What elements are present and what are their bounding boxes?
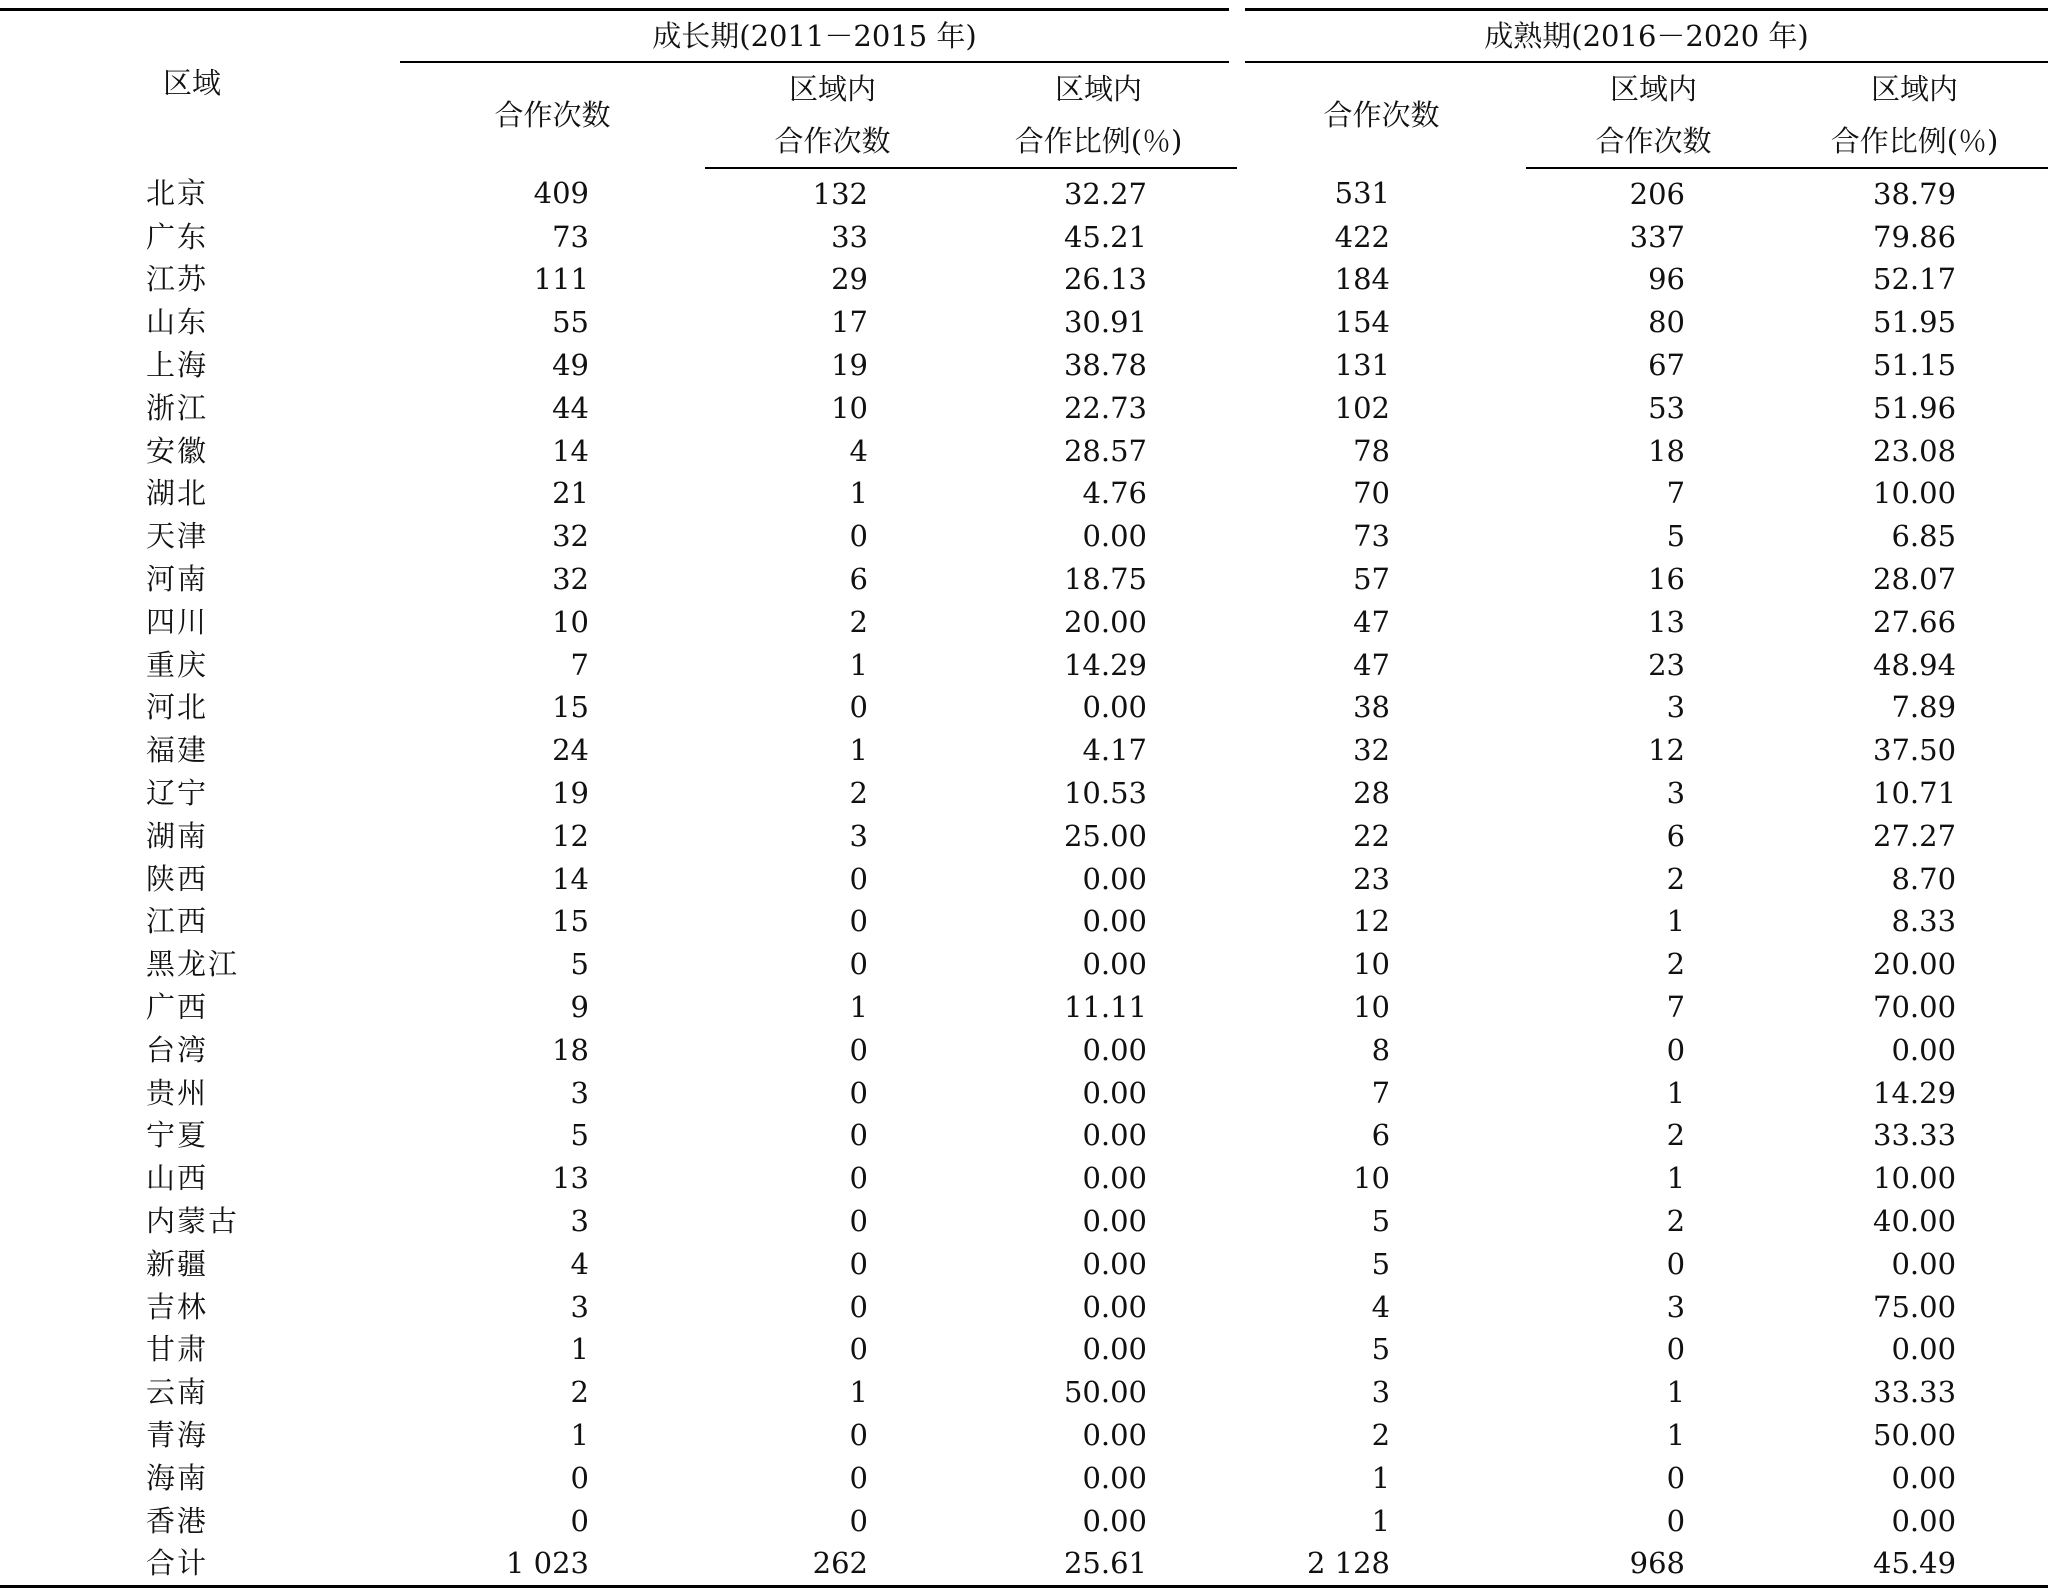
table-row [0, 943, 2048, 986]
mature-intra-ratio-cell: 27.66 [1873, 604, 1957, 639]
growth-intra-count-cell: 0 [849, 1503, 868, 1538]
mature-intra-ratio-cell: 0.00 [1891, 1032, 1957, 1067]
growth-count-cell: 5 [570, 1118, 589, 1153]
growth-intra-count-header-line1: 区域内 [788, 71, 876, 106]
mature-intra-count-cell: 2 [1666, 947, 1686, 982]
region-cell: 海南 [146, 1460, 209, 1495]
mature-intra-count-cell: 12 [1648, 733, 1686, 768]
mature-intra-count-cell: 7 [1666, 990, 1686, 1025]
table-row [0, 1371, 2048, 1414]
growth-period-header: 成长期(2011－2015 年) [400, 10, 1237, 63]
mature-count-cell: 32 [1353, 733, 1391, 768]
mature-count-cell: 531 [1334, 176, 1391, 211]
table-header [0, 10, 2048, 169]
region-cell: 重庆 [146, 647, 209, 682]
mature-intra-ratio-cell: 27.27 [1873, 818, 1957, 853]
growth-intra-ratio-cell: 45.21 [1063, 219, 1148, 254]
growth-intra-ratio-cell: 50.00 [1063, 1375, 1148, 1410]
table-row [0, 815, 2048, 858]
growth-count-cell: 3 [570, 1075, 589, 1110]
mature-count-cell: 28 [1353, 776, 1391, 811]
growth-intra-count-cell: 0 [849, 1118, 868, 1153]
mature-intra-ratio-cell: 8.33 [1891, 904, 1957, 939]
table-body [0, 168, 2048, 1587]
region-cell: 河北 [146, 690, 209, 725]
mature-intra-ratio-cell: 50.00 [1873, 1418, 1957, 1452]
growth-intra-ratio-cell: 0.00 [1082, 1075, 1148, 1110]
growth-count-header: 合作次数 [494, 98, 611, 132]
growth-intra-count-cell: 29 [831, 262, 868, 297]
growth-count-cell: 111 [533, 262, 589, 297]
mature-count-cell: 2 [1371, 1418, 1391, 1452]
growth-count-cell: 24 [552, 733, 589, 768]
growth-count-cell: 5 [570, 947, 589, 982]
mature-count-cell: 38 [1353, 690, 1391, 725]
growth-intra-ratio-cell: 0.00 [1082, 861, 1148, 896]
mature-intra-count-cell: 337 [1629, 219, 1686, 254]
mature-intra-ratio-cell: 10.71 [1873, 776, 1957, 811]
mature-intra-ratio-cell: 51.15 [1873, 348, 1957, 383]
table-row [0, 344, 2048, 387]
growth-count-cell: 409 [533, 176, 589, 211]
mature-intra-count-cell: 968 [1526, 1543, 1781, 1587]
mature-intra-count-cell: 1 [1666, 904, 1686, 939]
growth-intra-ratio-cell: 22.73 [1063, 390, 1148, 425]
mature-intra-count-cell: 67 [1648, 348, 1686, 383]
table-row [0, 168, 2048, 216]
growth-intra-ratio-cell: 4.17 [1082, 733, 1148, 768]
mature-period-header: 成熟期(2016－2020 年) [1237, 10, 2048, 63]
growth-count-cell: 49 [552, 348, 589, 383]
growth-intra-count-cell: 0 [849, 1418, 868, 1452]
region-cell: 黑龙江 [146, 947, 240, 982]
growth-intra-ratio-cell: 26.13 [1063, 262, 1148, 297]
mature-intra-count-cell: 80 [1648, 305, 1686, 340]
mature-intra-ratio-cell: 79.86 [1873, 219, 1957, 254]
mature-intra-ratio-cell: 14.29 [1873, 1075, 1957, 1110]
growth-count-cell: 1 [570, 1418, 589, 1452]
growth-count-cell: 7 [570, 647, 589, 682]
mature-count-cell: 10 [1353, 990, 1391, 1025]
growth-intra-count-cell: 19 [831, 348, 868, 383]
growth-count-cell: 12 [552, 818, 589, 853]
mature-intra-ratio-cell: 0.00 [1891, 1332, 1957, 1367]
region-cell: 河南 [146, 562, 209, 597]
mature-intra-ratio-cell: 33.33 [1873, 1118, 1957, 1153]
table-row [0, 216, 2048, 259]
mature-intra-count-cell: 0 [1666, 1460, 1686, 1495]
growth-intra-count-cell: 0 [849, 1032, 868, 1067]
growth-count-cell: 21 [552, 476, 589, 511]
growth-intra-count-cell: 1 [849, 647, 868, 682]
mature-intra-ratio-cell: 28.07 [1873, 562, 1957, 597]
growth-count-cell: 10 [552, 604, 589, 639]
growth-intra-count-cell: 1 [849, 1375, 868, 1410]
growth-count-cell: 4 [570, 1246, 589, 1281]
table-row [0, 901, 2048, 944]
growth-intra-ratio-header-line2: 合作比例(％) [960, 115, 1237, 168]
growth-intra-ratio-cell: 20.00 [1063, 604, 1148, 639]
growth-intra-count-cell: 0 [849, 1161, 868, 1196]
growth-intra-count-cell: 0 [849, 904, 868, 939]
region-cell: 宁夏 [146, 1118, 209, 1153]
growth-intra-ratio-cell: 14.29 [1063, 647, 1148, 682]
mature-count-cell: 78 [1353, 433, 1391, 468]
mature-intra-ratio-cell: 52.17 [1873, 262, 1957, 297]
region-cell: 山东 [146, 305, 209, 340]
mature-count-cell: 23 [1353, 861, 1391, 896]
growth-intra-ratio-cell: 38.78 [1063, 348, 1148, 383]
table-row [0, 515, 2048, 558]
mature-intra-ratio-cell: 33.33 [1873, 1375, 1957, 1410]
mature-count-cell: 5 [1371, 1204, 1391, 1239]
mature-intra-count-cell: 1 [1666, 1375, 1686, 1410]
growth-intra-count-cell: 0 [849, 947, 868, 982]
growth-count-cell: 13 [552, 1161, 589, 1196]
mature-intra-ratio-cell: 48.94 [1873, 647, 1957, 682]
growth-intra-count-cell: 10 [831, 390, 868, 425]
region-cell: 贵州 [146, 1075, 209, 1110]
mature-count-cell: 422 [1334, 219, 1391, 254]
table-row [0, 558, 2048, 601]
mature-intra-ratio-cell: 40.00 [1873, 1204, 1957, 1239]
table-row [0, 259, 2048, 302]
growth-intra-ratio-cell: 0.00 [1082, 1161, 1148, 1196]
growth-intra-count-cell: 2 [849, 604, 868, 639]
growth-intra-count-cell: 0 [849, 861, 868, 896]
mature-count-cell: 10 [1353, 1161, 1391, 1196]
growth-intra-ratio-cell: 0.00 [1082, 1204, 1148, 1239]
table-row [0, 601, 2048, 644]
table-row [0, 772, 2048, 815]
growth-intra-count-cell: 0 [849, 1289, 868, 1324]
mature-count-cell: 47 [1353, 647, 1391, 682]
mature-intra-count-cell: 3 [1666, 690, 1686, 725]
mature-intra-count-cell: 7 [1666, 476, 1686, 511]
mature-intra-ratio-cell: 37.50 [1873, 733, 1957, 768]
growth-count-cell: 15 [552, 690, 589, 725]
region-cell: 江西 [146, 904, 209, 939]
growth-count-cell: 3 [570, 1289, 589, 1324]
growth-intra-count-cell: 1 [849, 990, 868, 1025]
mature-count-cell: 102 [1334, 390, 1391, 425]
mature-count-cell: 6 [1371, 1118, 1391, 1153]
growth-intra-ratio-cell: 11.11 [1063, 990, 1148, 1025]
mature-intra-count-cell: 1 [1666, 1418, 1686, 1452]
growth-intra-count-cell: 0 [849, 1075, 868, 1110]
growth-intra-count-cell: 262 [705, 1543, 960, 1587]
growth-intra-ratio-cell: 25.61 [960, 1543, 1237, 1587]
mature-intra-count-cell: 5 [1666, 519, 1686, 554]
growth-intra-ratio-cell: 0.00 [1082, 1418, 1148, 1452]
growth-intra-ratio-cell: 25.00 [1063, 818, 1148, 853]
mature-intra-count-cell: 13 [1648, 604, 1686, 639]
growth-count-cell: 3 [570, 1204, 589, 1239]
table-row [0, 986, 2048, 1029]
table-row [0, 1200, 2048, 1243]
growth-count-cell: 32 [552, 562, 589, 597]
mature-count-cell: 5 [1371, 1246, 1391, 1281]
region-cell: 山西 [146, 1161, 209, 1196]
growth-count-cell: 0 [570, 1503, 589, 1538]
growth-count-cell: 0 [570, 1460, 589, 1495]
mature-intra-ratio-cell: 7.89 [1891, 690, 1957, 725]
growth-count-cell: 1 023 [400, 1543, 705, 1587]
mature-intra-count-cell: 6 [1666, 818, 1686, 853]
table-row [0, 1115, 2048, 1158]
region-cell: 四川 [146, 604, 209, 639]
mature-intra-count-header-line1: 区域内 [1610, 71, 1698, 106]
mature-count-cell: 184 [1334, 262, 1391, 297]
region-cell: 内蒙古 [146, 1204, 240, 1239]
table-row [0, 1414, 2048, 1457]
growth-intra-count-cell: 0 [849, 1246, 868, 1281]
mature-count-cell: 4 [1371, 1289, 1391, 1324]
growth-count-cell: 14 [552, 433, 589, 468]
region-cell: 浙江 [146, 390, 209, 425]
region-cell: 甘肃 [146, 1332, 209, 1367]
growth-intra-count-cell: 3 [849, 818, 868, 853]
growth-intra-ratio-cell: 0.00 [1082, 1503, 1148, 1538]
growth-intra-count-cell: 33 [831, 219, 868, 254]
mature-intra-ratio-header-line1: 区域内 [1871, 71, 1959, 106]
growth-count-cell: 73 [552, 219, 589, 254]
region-cell: 安徽 [146, 433, 209, 468]
table-row [0, 1029, 2048, 1072]
mature-intra-count-cell: 23 [1648, 647, 1686, 682]
mature-intra-ratio-cell: 51.96 [1873, 390, 1957, 425]
growth-intra-ratio-cell: 30.91 [1063, 305, 1148, 340]
mature-intra-ratio-cell: 0.00 [1891, 1503, 1957, 1538]
mature-count-cell: 2 128 [1237, 1543, 1526, 1587]
growth-intra-count-cell: 1 [849, 476, 868, 511]
mature-count-cell: 22 [1353, 818, 1391, 853]
region-cell: 青海 [146, 1418, 209, 1452]
growth-intra-count-cell: 6 [849, 562, 868, 597]
growth-intra-ratio-cell: 32.27 [1063, 176, 1148, 211]
mature-count-cell: 131 [1334, 348, 1391, 383]
mature-intra-count-cell: 2 [1666, 861, 1686, 896]
mature-intra-ratio-cell: 70.00 [1873, 990, 1957, 1025]
growth-intra-count-cell: 0 [849, 1204, 868, 1239]
table-row [0, 1286, 2048, 1329]
growth-intra-count-header-line2: 合作次数 [705, 115, 960, 168]
table-row [0, 729, 2048, 772]
mature-intra-ratio-cell: 0.00 [1891, 1246, 1957, 1281]
region-cell: 陕西 [146, 861, 209, 896]
mature-count-cell: 10 [1353, 947, 1391, 982]
region-cell: 台湾 [146, 1032, 209, 1067]
table-row [0, 387, 2048, 430]
mature-intra-count-cell: 0 [1666, 1032, 1686, 1067]
growth-count-cell: 14 [552, 861, 589, 896]
mature-count-cell: 8 [1371, 1032, 1391, 1067]
mature-intra-ratio-cell: 20.00 [1873, 947, 1957, 982]
mature-intra-ratio-cell: 51.95 [1873, 305, 1957, 340]
region-cell: 云南 [146, 1375, 209, 1410]
table-row [0, 1457, 2048, 1500]
growth-intra-ratio-header-line1: 区域内 [1055, 71, 1143, 106]
growth-intra-ratio-cell: 0.00 [1082, 690, 1148, 725]
table-row [0, 430, 2048, 473]
mature-intra-count-cell: 18 [1648, 433, 1686, 468]
growth-intra-ratio-cell: 0.00 [1082, 1460, 1148, 1495]
growth-intra-count-cell: 0 [849, 1460, 868, 1495]
table-row [0, 1243, 2048, 1286]
region-cell: 新疆 [146, 1246, 209, 1281]
growth-count-cell: 32 [552, 519, 589, 554]
region-cell: 天津 [146, 519, 209, 554]
growth-intra-ratio-cell: 0.00 [1082, 904, 1148, 939]
region-cell: 福建 [146, 733, 209, 768]
growth-intra-ratio-cell: 0.00 [1082, 947, 1148, 982]
growth-count-cell: 15 [552, 904, 589, 939]
growth-intra-ratio-cell: 28.57 [1063, 433, 1148, 468]
table-row [0, 1500, 2048, 1543]
growth-intra-count-cell: 0 [849, 1332, 868, 1367]
mature-intra-count-cell: 0 [1666, 1246, 1686, 1281]
growth-intra-count-cell: 2 [849, 776, 868, 811]
table-row [0, 1157, 2048, 1200]
mature-intra-ratio-cell: 10.00 [1873, 476, 1957, 511]
table-row [0, 644, 2048, 687]
mature-intra-ratio-cell: 45.49 [1781, 1543, 2048, 1587]
region-column-header: 区域 [0, 10, 400, 169]
mature-intra-count-cell: 53 [1648, 390, 1686, 425]
growth-intra-ratio-cell: 0.00 [1082, 1032, 1148, 1067]
growth-intra-ratio-cell: 10.53 [1063, 776, 1148, 811]
table-row [0, 1329, 2048, 1372]
growth-count-cell: 18 [552, 1032, 589, 1067]
mature-count-cell: 47 [1353, 604, 1391, 639]
growth-count-cell: 1 [570, 1332, 589, 1367]
growth-count-cell: 55 [552, 305, 589, 340]
region-cell: 江苏 [146, 262, 209, 297]
mature-count-cell: 57 [1353, 562, 1391, 597]
mature-count-cell: 12 [1353, 904, 1391, 939]
mature-intra-ratio-cell: 8.70 [1891, 861, 1957, 896]
region-cell: 湖北 [146, 476, 209, 511]
mature-count-cell: 3 [1371, 1375, 1391, 1410]
mature-intra-ratio-cell: 10.00 [1873, 1161, 1957, 1196]
table-row [0, 301, 2048, 344]
growth-count-cell: 44 [552, 390, 589, 425]
growth-intra-ratio-cell: 18.75 [1063, 562, 1148, 597]
growth-intra-count-cell: 17 [831, 305, 868, 340]
growth-intra-ratio-cell: 0.00 [1082, 1332, 1148, 1367]
mature-count-cell: 1 [1371, 1503, 1391, 1538]
mature-intra-count-cell: 96 [1648, 262, 1686, 297]
mature-intra-count-cell: 3 [1666, 776, 1686, 811]
growth-intra-ratio-cell: 0.00 [1082, 519, 1148, 554]
mature-intra-ratio-header-line2: 合作比例(％) [1781, 115, 2048, 168]
mature-intra-count-cell: 0 [1666, 1332, 1686, 1367]
mature-intra-ratio-cell: 75.00 [1873, 1289, 1957, 1324]
region-cell: 辽宁 [146, 776, 209, 811]
mature-intra-count-cell: 206 [1629, 176, 1686, 211]
cooperation-table [0, 8, 2048, 1588]
mature-count-cell: 7 [1371, 1075, 1391, 1110]
region-cell: 北京 [146, 176, 209, 211]
mature-intra-count-cell: 16 [1648, 562, 1686, 597]
region-cell: 广东 [146, 219, 209, 254]
growth-intra-ratio-cell: 0.00 [1082, 1118, 1148, 1153]
growth-intra-count-cell: 0 [849, 690, 868, 725]
mature-count-cell: 1 [1371, 1460, 1391, 1495]
growth-intra-count-cell: 1 [849, 733, 868, 768]
mature-count-cell: 70 [1353, 476, 1391, 511]
mature-intra-count-cell: 2 [1666, 1204, 1686, 1239]
mature-count-cell: 154 [1334, 305, 1391, 340]
growth-intra-ratio-cell: 0.00 [1082, 1246, 1148, 1281]
mature-count-header: 合作次数 [1323, 98, 1440, 132]
table-row [0, 473, 2048, 516]
region-cell: 吉林 [146, 1289, 209, 1324]
growth-count-cell: 9 [570, 990, 589, 1025]
growth-intra-count-cell: 4 [849, 433, 868, 468]
region-cell: 上海 [146, 348, 209, 383]
mature-intra-count-cell: 1 [1666, 1075, 1686, 1110]
table-row [0, 1072, 2048, 1115]
mature-intra-ratio-cell: 0.00 [1891, 1460, 1957, 1495]
mature-intra-count-cell: 1 [1666, 1161, 1686, 1196]
region-cell: 香港 [146, 1503, 209, 1538]
mature-intra-count-cell: 0 [1666, 1503, 1686, 1538]
growth-count-cell: 19 [552, 776, 589, 811]
mature-intra-count-cell: 3 [1666, 1289, 1686, 1324]
growth-count-cell: 2 [570, 1375, 589, 1410]
mature-count-cell: 5 [1371, 1332, 1391, 1367]
mature-count-cell: 73 [1353, 519, 1391, 554]
table-row [0, 858, 2048, 901]
growth-intra-ratio-cell: 0.00 [1082, 1289, 1148, 1324]
region-cell: 广西 [146, 990, 209, 1025]
region-cell: 湖南 [146, 818, 209, 853]
region-cell: 合计 [0, 1543, 400, 1587]
mature-intra-count-cell: 2 [1666, 1118, 1686, 1153]
growth-intra-count-cell: 132 [812, 176, 868, 211]
mature-intra-ratio-cell: 23.08 [1873, 433, 1957, 468]
mature-intra-count-header-line2: 合作次数 [1526, 115, 1781, 168]
total-row [0, 1543, 2048, 1587]
mature-intra-ratio-cell: 6.85 [1891, 519, 1957, 554]
table-row [0, 687, 2048, 730]
growth-intra-ratio-cell: 4.76 [1082, 476, 1148, 511]
mature-intra-ratio-cell: 38.79 [1873, 176, 1957, 211]
growth-intra-count-cell: 0 [849, 519, 868, 554]
